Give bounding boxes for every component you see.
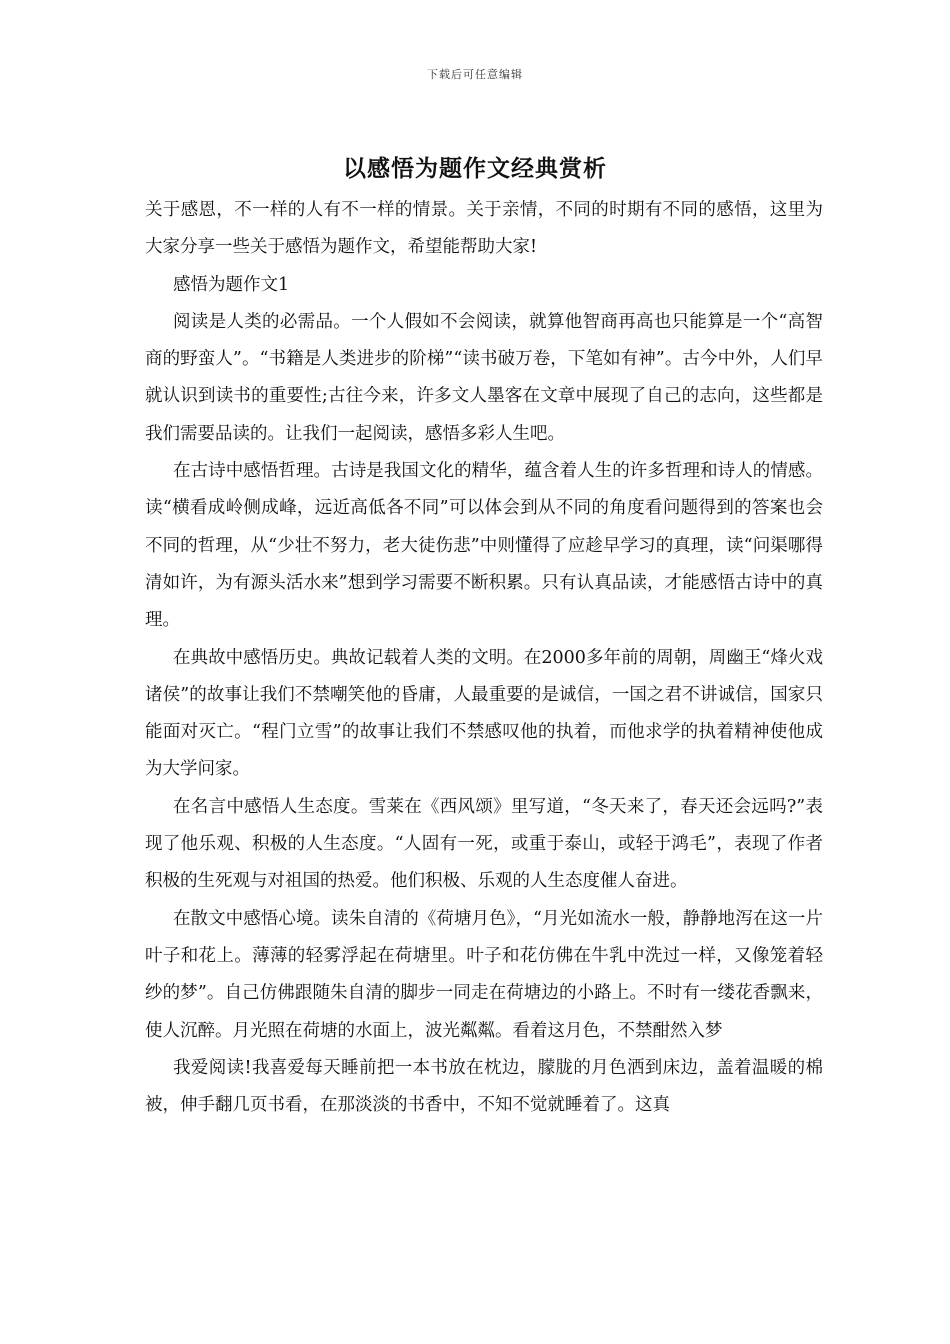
section-heading: 感悟为题作文1: [173, 274, 290, 295]
paragraph-allusion: 在典故中感悟历史。典故记载着人类的文明。在2000多年前的周朝，周幽王“烽火戏诸侯”的故事让我们不禁嘲笑他的昏庸，人最重要的是诚信，一国之君不讲诚信，国家只能面对灭亡。“程门立雪”的故事让我们不禁感叹他的执着，而他求学的执着精神使他成为大学问家。: [145, 647, 823, 780]
paragraph-prose: 在散文中感悟心境。读朱自清的《荷塘月色》，“月光如流水一般，静静地泻在这一片叶子和花上。薄薄的轻雾浮起在荷塘里。叶子和花仿佛在牛乳中洗过一样，又像笼着轻纱的梦”。自己仿佛跟随朱自清的脚步一同走在荷塘边的小路上。不时有一缕花香飘来，使人沉醉。月光照在荷塘的水面上，波光粼粼。看着这月色，不禁酣然入梦: [145, 908, 823, 1041]
paragraph-love-reading: 我爱阅读!我喜爱每天睡前把一本书放在枕边，朦胧的月色洒到床边，盖着温暖的棉被，伸手翻几页书看，在那淡淡的书香中，不知不觉就睡着了。这真: [145, 1057, 823, 1116]
intro-paragraph: 关于感恩，不一样的人有不一样的情景。关于亲情，不同的时期有不同的感悟，这里为大家分享一些关于感悟为题作文，希望能帮助大家!: [145, 200, 823, 258]
document-title: 以感悟为题作文经典赏析: [343, 155, 607, 182]
paragraph-reading: 阅读是人类的必需品。一个人假如不会阅读，就算他智商再高也只能算是一个“高智商的野蛮人”。“书籍是人类进步的阶梯”“读书破万卷，下笔如有神”。古今中外，人们早就认识到读书的重要性;古往今来，许多文人墨客在文章中展现了自己的志向，这些都是我们需要品读的。让我们一起阅读，感悟多彩人生吧。: [145, 311, 823, 444]
paragraph-poetry: 在古诗中感悟哲理。古诗是我国文化的精华，蕴含着人生的许多哲理和诗人的情感。读“横看成岭侧成峰，远近高低各不同”可以体会到从不同的角度看问题得到的答案也会不同的哲理，从“少壮不努力，老大徒伤悲”中则懂得了应趁早学习的真理，读“问渠哪得清如许，为有源头活水来”想到学习需要不断积累。只有认真品读，才能感悟古诗中的真理。: [145, 461, 823, 631]
header-note: 下载后可任意编辑: [427, 68, 523, 81]
paragraph-quotes: 在名言中感悟人生态度。雪莱在《西风颂》里写道，“冬天来了，春天还会远吗?”表现了他乐观、积极的人生态度。“人固有一死，或重于泰山，或轻于鸿毛”，表现了作者积极的生死观与对祖国的热爱。他们积极、乐观的人生态度催人奋进。: [145, 796, 823, 892]
document-body: [145, 192, 823, 1124]
